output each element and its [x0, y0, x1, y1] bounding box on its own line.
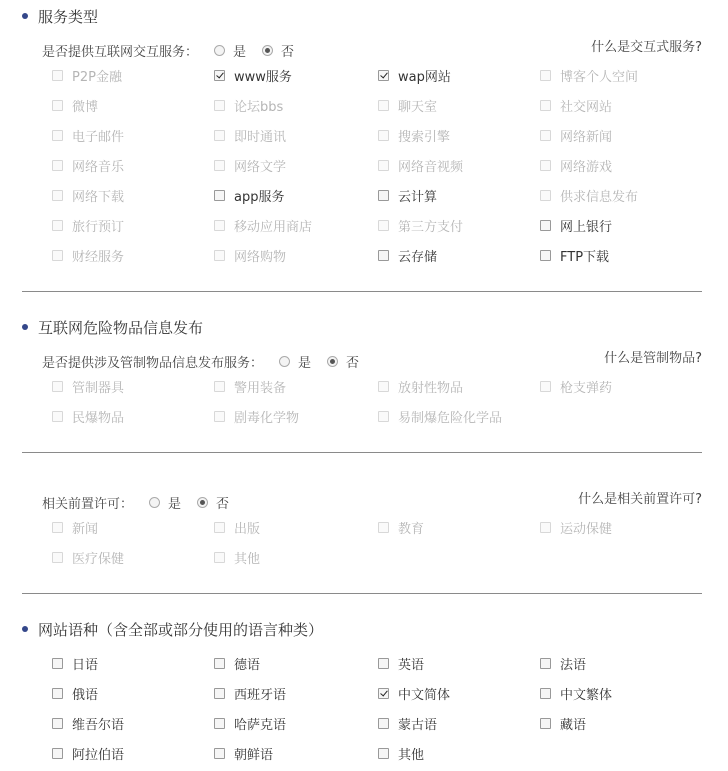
question-label: 相关前置许可： [42, 496, 134, 512]
checkbox-item [52, 517, 98, 537]
checkbox-icon [214, 100, 225, 111]
checkbox-label: 教育 [398, 521, 425, 537]
checkbox-label: 阿拉伯语 [72, 747, 125, 763]
checkbox-icon[interactable] [214, 190, 225, 201]
checkbox-label: 易制爆危险化学品 [398, 410, 503, 426]
checkbox-label: 网络购物 [234, 249, 287, 265]
checkbox-icon[interactable] [378, 718, 389, 729]
checkbox-item [214, 155, 286, 175]
checkbox-item [214, 95, 283, 115]
question-label: 是否提供涉及管制物品信息发布服务： [42, 355, 264, 371]
checkbox-label: 日语 [72, 657, 99, 673]
radio-no-label: 否 [216, 496, 230, 512]
divider [22, 291, 702, 292]
checkbox-icon[interactable] [540, 658, 551, 669]
checkbox-item[interactable] [214, 743, 273, 763]
checkbox-icon[interactable] [378, 748, 389, 759]
checkbox-label: 搜索引擎 [398, 129, 451, 145]
checkbox-item [214, 517, 260, 537]
checkbox-label: 中文简体 [398, 687, 451, 703]
checkbox-item [540, 95, 612, 115]
checkbox-label: 旅行预订 [72, 219, 125, 235]
checkbox-checked-icon[interactable] [378, 688, 389, 699]
radio-yes-label: 是 [168, 496, 182, 512]
radio-no[interactable] [262, 41, 294, 60]
checkbox-checked-icon[interactable] [214, 70, 225, 81]
checkbox-label: 财经服务 [72, 249, 125, 265]
checkbox-item[interactable] [378, 743, 424, 763]
checkbox-icon[interactable] [378, 190, 389, 201]
checkbox-item[interactable] [52, 653, 98, 673]
checkbox-icon [378, 130, 389, 141]
checkbox-checked-icon[interactable] [378, 70, 389, 81]
radio-circle-icon [197, 497, 208, 508]
checkbox-item[interactable] [540, 245, 609, 265]
checkbox-label: 蒙古语 [398, 717, 438, 733]
checkbox-item[interactable] [378, 713, 437, 733]
checkbox-label: 即时通讯 [234, 129, 287, 145]
checkbox-icon [378, 381, 389, 392]
checkbox-label: 社交网站 [560, 99, 613, 115]
checkbox-item [214, 125, 286, 145]
checkbox-item [52, 245, 124, 265]
checkbox-icon [214, 220, 225, 231]
checkbox-icon [52, 160, 63, 171]
checkbox-label: 移动应用商店 [234, 219, 313, 235]
checkbox-label: 网络游戏 [560, 159, 613, 175]
checkbox-icon [214, 250, 225, 261]
radio-circle-icon [214, 45, 225, 56]
checkbox-icon [52, 250, 63, 261]
checkbox-icon [52, 381, 63, 392]
question-controlled-items [42, 351, 359, 371]
checkbox-item [214, 547, 260, 567]
checkbox-icon [378, 100, 389, 111]
section-title-text: 网站语种（含全部或部分使用的语言种类） [38, 620, 324, 639]
radio-circle-icon [262, 45, 273, 56]
question-prior-permit [42, 492, 229, 512]
checkbox-icon [52, 130, 63, 141]
checkbox-item [52, 185, 124, 205]
checkbox-item [214, 406, 299, 426]
checkbox-label: 网络文学 [234, 159, 287, 175]
checkbox-icon [52, 100, 63, 111]
checkbox-item[interactable] [540, 653, 586, 673]
checkbox-item[interactable] [540, 215, 612, 235]
checkbox-label: www服务 [234, 69, 292, 85]
checkbox-icon [540, 381, 551, 392]
radio-no[interactable] [327, 352, 359, 371]
checkbox-label: 第三方支付 [398, 219, 464, 235]
question-interactive-service [42, 40, 294, 60]
checkbox-label: 博客个人空间 [560, 69, 639, 85]
checkbox-item [378, 155, 463, 175]
checkbox-icon [540, 160, 551, 171]
checkbox-item[interactable] [214, 653, 260, 673]
checkbox-label: 剧毒化学物 [234, 410, 300, 426]
checkbox-icon [52, 552, 63, 563]
checkbox-label: 中文繁体 [560, 687, 613, 703]
checkbox-item [52, 155, 124, 175]
checkbox-item [378, 406, 502, 426]
checkbox-label: P2P金融 [72, 69, 122, 85]
checkbox-item [378, 376, 463, 396]
checkbox-item [214, 376, 286, 396]
checkbox-item [540, 185, 638, 205]
checkbox-label: 网络音视频 [398, 159, 464, 175]
checkbox-item[interactable] [214, 683, 286, 703]
checkbox-label: 云计算 [398, 189, 438, 205]
question-label: 是否提供互联网交互服务： [42, 44, 199, 60]
checkbox-label: 其他 [398, 747, 425, 763]
help-link-prior-permit[interactable]: 什么是相关前置许可? [578, 491, 702, 507]
checkbox-icon [540, 100, 551, 111]
section-title-danger [22, 316, 203, 338]
checkbox-item [540, 376, 612, 396]
checkbox-icon[interactable] [214, 718, 225, 729]
checkbox-label: 哈萨克语 [234, 717, 287, 733]
checkbox-icon [540, 190, 551, 201]
section-title-language [22, 618, 323, 640]
checkbox-icon[interactable] [540, 718, 551, 729]
checkbox-item [540, 65, 638, 85]
checkbox-item [378, 95, 437, 115]
checkbox-label: 藏语 [560, 717, 587, 733]
radio-circle-icon [327, 356, 338, 367]
checkbox-item [52, 376, 124, 396]
section-title-service [22, 5, 98, 27]
checkbox-icon[interactable] [214, 658, 225, 669]
checkbox-item [52, 95, 98, 115]
checkbox-item [52, 125, 124, 145]
radio-no[interactable] [197, 493, 229, 512]
checkbox-icon [52, 522, 63, 533]
help-link-interactive-service[interactable]: 什么是交互式服务? [591, 39, 702, 55]
radio-yes[interactable] [279, 352, 311, 371]
checkbox-label: 西班牙语 [234, 687, 287, 703]
checkbox-item[interactable] [540, 713, 586, 733]
checkbox-icon[interactable] [52, 658, 63, 669]
checkbox-label: 聊天室 [398, 99, 438, 115]
checkbox-label: 运动保健 [560, 521, 613, 537]
checkbox-item [52, 215, 124, 235]
checkbox-label: 其他 [234, 551, 261, 567]
checkbox-item[interactable] [378, 65, 451, 85]
checkbox-icon[interactable] [378, 658, 389, 669]
checkbox-label: 供求信息发布 [560, 189, 639, 205]
checkbox-item[interactable] [378, 653, 424, 673]
radio-yes-label: 是 [233, 44, 247, 60]
checkbox-icon [540, 522, 551, 533]
checkbox-label: 英语 [398, 657, 425, 673]
checkbox-label: 出版 [234, 521, 261, 537]
checkbox-item [52, 406, 124, 426]
checkbox-item [52, 547, 124, 567]
checkbox-icon [540, 130, 551, 141]
checkbox-label: 新闻 [72, 521, 99, 537]
checkbox-icon[interactable] [52, 748, 63, 759]
radio-yes-label: 是 [298, 355, 312, 371]
checkbox-label: 民爆物品 [72, 410, 125, 426]
checkbox-label: 云存储 [398, 249, 438, 265]
divider [22, 452, 702, 453]
bullet-icon [22, 324, 28, 330]
checkbox-icon [214, 160, 225, 171]
checkbox-label: 微博 [72, 99, 99, 115]
checkbox-icon [378, 411, 389, 422]
checkbox-item[interactable] [378, 245, 437, 265]
checkbox-label: 网络下载 [72, 189, 125, 205]
section-title-text: 服务类型 [38, 7, 99, 26]
checkbox-icon[interactable] [378, 250, 389, 261]
checkbox-icon [214, 411, 225, 422]
checkbox-item[interactable] [378, 683, 450, 703]
checkbox-icon[interactable] [540, 688, 551, 699]
checkbox-item [378, 125, 450, 145]
checkbox-icon[interactable] [540, 250, 551, 261]
checkbox-item[interactable] [214, 185, 284, 205]
checkbox-item [540, 155, 612, 175]
checkbox-icon [214, 552, 225, 563]
checkbox-item [378, 517, 424, 537]
checkbox-label: wap网站 [398, 69, 451, 85]
radio-yes[interactable] [214, 41, 246, 60]
checkbox-label: 网络音乐 [72, 159, 125, 175]
bullet-icon [22, 626, 28, 632]
checkbox-item [378, 215, 463, 235]
checkbox-item [214, 245, 286, 265]
checkbox-icon [52, 220, 63, 231]
checkbox-label: 朝鲜语 [234, 747, 274, 763]
help-link-controlled-items[interactable]: 什么是管制物品? [604, 350, 702, 366]
checkbox-icon[interactable] [52, 718, 63, 729]
checkbox-label: 医疗保健 [72, 551, 125, 567]
checkbox-item [214, 215, 312, 235]
checkbox-icon [52, 411, 63, 422]
radio-circle-icon [279, 356, 290, 367]
checkbox-icon[interactable] [540, 220, 551, 231]
checkbox-label: 网上银行 [560, 219, 613, 235]
checkbox-label: 法语 [560, 657, 587, 673]
checkbox-icon [378, 160, 389, 171]
checkbox-label: 俄语 [72, 687, 99, 703]
checkbox-label: 警用装备 [234, 380, 287, 396]
checkbox-item[interactable] [214, 65, 292, 85]
checkbox-label: app服务 [234, 189, 285, 205]
checkbox-icon [214, 381, 225, 392]
checkbox-label: 德语 [234, 657, 261, 673]
checkbox-label: 电子邮件 [72, 129, 125, 145]
checkbox-icon [214, 130, 225, 141]
divider [22, 593, 702, 594]
checkbox-icon [52, 190, 63, 201]
checkbox-label: 枪支弹药 [560, 380, 613, 396]
radio-no-label: 否 [346, 355, 360, 371]
checkbox-item[interactable] [214, 713, 286, 733]
checkbox-item[interactable] [52, 743, 124, 763]
checkbox-icon[interactable] [52, 688, 63, 699]
checkbox-label: 放射性物品 [398, 380, 464, 396]
bullet-icon [22, 13, 28, 19]
checkbox-icon [378, 522, 389, 533]
checkbox-item[interactable] [52, 683, 98, 703]
checkbox-item [540, 517, 612, 537]
checkbox-icon [378, 220, 389, 231]
checkbox-item [540, 125, 612, 145]
checkbox-label: 论坛bbs [234, 99, 284, 115]
checkbox-icon [214, 522, 225, 533]
checkbox-icon [52, 70, 63, 81]
checkbox-label: 维吾尔语 [72, 717, 125, 733]
checkbox-icon[interactable] [214, 748, 225, 759]
checkbox-label: 管制器具 [72, 380, 125, 396]
radio-yes[interactable] [149, 493, 181, 512]
checkbox-item[interactable] [52, 713, 124, 733]
checkbox-icon[interactable] [214, 688, 225, 699]
checkbox-label: FTP下载 [560, 249, 610, 265]
checkbox-item[interactable] [540, 683, 612, 703]
checkbox-icon [540, 70, 551, 81]
checkbox-label: 网络新闻 [560, 129, 613, 145]
checkbox-item [52, 65, 122, 85]
radio-no-label: 否 [281, 44, 295, 60]
radio-circle-icon [149, 497, 160, 508]
checkbox-item[interactable] [378, 185, 437, 205]
section-title-text: 互联网危险物品信息发布 [38, 318, 204, 337]
